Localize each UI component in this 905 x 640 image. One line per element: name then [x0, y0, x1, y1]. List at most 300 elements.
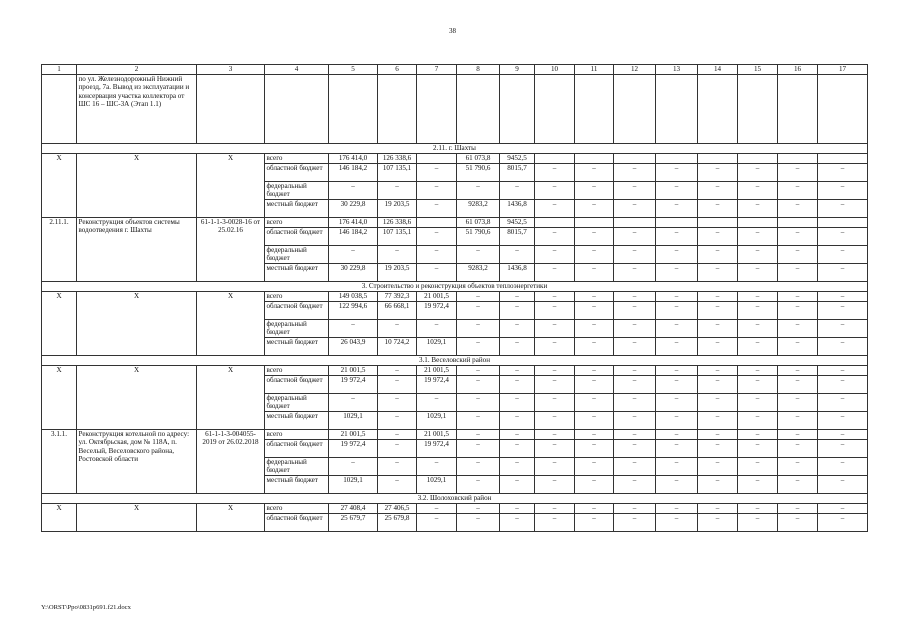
amount-cell: – [417, 264, 457, 282]
amount-cell: 30 229,8 [329, 264, 378, 282]
amount-cell: – [575, 394, 614, 412]
budget-label: областной бюджет [265, 440, 329, 458]
amount-cell: – [698, 514, 738, 532]
amount-cell: – [738, 476, 778, 494]
object-name: Х [77, 154, 197, 218]
budget-label: федеральный бюджет [265, 320, 329, 338]
amount-cell: – [778, 182, 818, 200]
amount-cell [698, 218, 738, 228]
amount-cell: 21 001,5 [417, 430, 457, 440]
column-number: 7 [417, 65, 457, 75]
amount-cell: – [778, 338, 818, 356]
amount-cell: 19 203,5 [378, 264, 417, 282]
amount-cell: 19 972,4 [417, 440, 457, 458]
amount-cell: – [738, 338, 778, 356]
section-title: 3.2. Шолоховский район [42, 494, 868, 504]
object-code: Х [197, 292, 265, 356]
amount-cell: – [698, 338, 738, 356]
object-name: Реконструкция котельной по адресу: ул. Октябрьская, дом № 118А, п. Веселый, Веселовского района, Ростовской области [77, 430, 197, 494]
amount-cell [778, 154, 818, 164]
amount-cell: – [457, 440, 500, 458]
column-number: 14 [698, 65, 738, 75]
amount-cell: – [575, 246, 614, 264]
amount-cell: – [614, 292, 656, 302]
section-row [42, 356, 868, 366]
amount-cell: – [575, 164, 614, 182]
column-number-row [42, 65, 868, 75]
amount-cell: – [535, 182, 575, 200]
amount-cell: – [698, 200, 738, 218]
amount-cell: – [818, 338, 868, 356]
amount-cell: – [457, 514, 500, 532]
object-name: Реконструкция объектов системы водоотведения г. Шахты [77, 218, 197, 282]
amount-cell: – [457, 366, 500, 376]
table-row [42, 75, 868, 144]
amount-cell: – [698, 430, 738, 440]
amount-cell: – [738, 264, 778, 282]
amount-cell [575, 154, 614, 164]
amount-cell: – [738, 504, 778, 514]
amount-cell: – [535, 514, 575, 532]
amount-cell: – [818, 228, 868, 246]
amount-cell: – [535, 320, 575, 338]
amount-cell: – [738, 182, 778, 200]
page-number: 38 [449, 27, 456, 35]
budget-label: всего [265, 504, 329, 514]
table-row [42, 430, 868, 440]
amount-cell: – [417, 246, 457, 264]
amount-cell: – [656, 394, 698, 412]
financing-table-wrapper [41, 64, 867, 532]
amount-cell: – [575, 200, 614, 218]
amount-cell: – [457, 320, 500, 338]
financing-table [41, 64, 868, 532]
amount-cell: 9283,2 [457, 264, 500, 282]
amount-cell: – [738, 228, 778, 246]
amount-cell: – [778, 366, 818, 376]
amount-cell: 61 073,8 [457, 218, 500, 228]
row-number: 2.11.1. [42, 218, 77, 282]
section-title: 2.11. г. Шахты [42, 144, 868, 154]
amount-cell: – [575, 228, 614, 246]
amount-cell: – [738, 200, 778, 218]
amount-cell: – [614, 440, 656, 458]
amount-cell: – [656, 476, 698, 494]
amount-cell: – [818, 182, 868, 200]
amount-cell: – [698, 440, 738, 458]
amount-cell [535, 154, 575, 164]
column-number: 13 [656, 65, 698, 75]
amount-cell: 25 679,8 [378, 514, 417, 532]
amount-cell: – [818, 430, 868, 440]
amount-cell: – [457, 476, 500, 494]
amount-cell: – [457, 458, 500, 476]
column-number: 4 [265, 65, 329, 75]
amount-cell: – [329, 320, 378, 338]
amount-cell: – [818, 366, 868, 376]
amount-cell: – [378, 476, 417, 494]
amount-cell: – [500, 430, 535, 440]
amount-cell: – [535, 366, 575, 376]
column-number: 1 [42, 65, 77, 75]
amount-cell [417, 154, 457, 164]
amount-cell: – [575, 302, 614, 320]
amount-cell: – [818, 504, 868, 514]
amount-cell: – [500, 440, 535, 458]
amount-cell: – [575, 292, 614, 302]
amount-cell: – [818, 320, 868, 338]
amount-cell: 19 972,4 [417, 376, 457, 394]
object-code: Х [197, 504, 265, 532]
budget-label: всего [265, 366, 329, 376]
amount-cell: – [614, 514, 656, 532]
amount-cell: – [738, 514, 778, 532]
amount-cell: – [778, 440, 818, 458]
amount-cell: 26 043,9 [329, 338, 378, 356]
amount-cell: – [457, 182, 500, 200]
table-row [42, 218, 868, 228]
amount-cell: – [614, 476, 656, 494]
row-number: Х [42, 154, 77, 218]
amount-cell: – [656, 320, 698, 338]
amount-cell: – [778, 504, 818, 514]
amount-cell: – [656, 458, 698, 476]
amount-cell [535, 218, 575, 228]
amount-cell: – [738, 458, 778, 476]
amount-cell: – [698, 376, 738, 394]
amount-cell: – [457, 412, 500, 430]
amount-cell: – [614, 394, 656, 412]
amount-cell: – [656, 412, 698, 430]
amount-cell: – [818, 164, 868, 182]
amount-cell: 19 972,4 [329, 376, 378, 394]
section-row [42, 282, 868, 292]
amount-cell: – [614, 264, 656, 282]
amount-cell: 8015,7 [500, 164, 535, 182]
amount-cell: – [535, 476, 575, 494]
amount-cell: – [656, 504, 698, 514]
column-number: 16 [778, 65, 818, 75]
amount-cell: – [738, 292, 778, 302]
amount-cell: – [378, 376, 417, 394]
amount-cell: – [535, 440, 575, 458]
amount-cell: – [656, 164, 698, 182]
amount-cell: – [778, 476, 818, 494]
amount-cell: 51 790,6 [457, 228, 500, 246]
amount-cell: 107 135,1 [378, 228, 417, 246]
column-number: 9 [500, 65, 535, 75]
amount-cell: 21 001,5 [417, 292, 457, 302]
amount-cell: – [818, 302, 868, 320]
amount-cell: – [329, 246, 378, 264]
table-row [42, 504, 868, 514]
amount-cell: – [698, 320, 738, 338]
amount-cell: – [500, 338, 535, 356]
amount-cell: – [457, 430, 500, 440]
amount-cell: 77 392,3 [378, 292, 417, 302]
amount-cell: – [738, 376, 778, 394]
object-name: Х [77, 504, 197, 532]
amount-cell: – [457, 394, 500, 412]
amount-cell: 122 994,6 [329, 302, 378, 320]
amount-cell: 9283,2 [457, 200, 500, 218]
amount-cell: 51 790,6 [457, 164, 500, 182]
amount-cell: – [698, 182, 738, 200]
budget-label: областной бюджет [265, 514, 329, 532]
amount-cell: – [656, 338, 698, 356]
section-row [42, 144, 868, 154]
budget-label: местный бюджет [265, 476, 329, 494]
row-number: Х [42, 504, 77, 532]
amount-cell: – [614, 200, 656, 218]
amount-cell: 1029,1 [417, 412, 457, 430]
column-number: 15 [738, 65, 778, 75]
amount-cell [738, 218, 778, 228]
amount-cell: – [535, 292, 575, 302]
amount-cell: – [738, 246, 778, 264]
amount-cell: 146 184,2 [329, 164, 378, 182]
amount-cell: – [778, 228, 818, 246]
amount-cell: – [738, 412, 778, 430]
amount-cell: – [417, 458, 457, 476]
amount-cell: – [778, 376, 818, 394]
amount-cell: 19 972,4 [329, 440, 378, 458]
column-number: 17 [818, 65, 868, 75]
budget-label: всего [265, 218, 329, 228]
amount-cell: – [778, 246, 818, 264]
amount-cell: 176 414,0 [329, 154, 378, 164]
amount-cell: – [738, 320, 778, 338]
amount-cell: – [778, 302, 818, 320]
amount-cell: – [417, 182, 457, 200]
amount-cell: – [378, 182, 417, 200]
amount-cell: – [329, 182, 378, 200]
amount-cell: – [535, 228, 575, 246]
amount-cell: – [614, 302, 656, 320]
amount-cell: – [535, 264, 575, 282]
amount-cell: – [500, 376, 535, 394]
amount-cell: – [818, 376, 868, 394]
amount-cell: – [738, 394, 778, 412]
amount-cell: 9452,5 [500, 218, 535, 228]
amount-cell: – [500, 412, 535, 430]
column-number: 12 [614, 65, 656, 75]
amount-cell: – [656, 292, 698, 302]
amount-cell: 10 724,2 [378, 338, 417, 356]
amount-cell: – [378, 440, 417, 458]
amount-cell: – [698, 504, 738, 514]
amount-cell: – [378, 394, 417, 412]
object-name: Х [77, 292, 197, 356]
amount-cell: – [500, 504, 535, 514]
amount-cell: – [457, 376, 500, 394]
amount-cell: – [656, 514, 698, 532]
column-number: 5 [329, 65, 378, 75]
column-number: 6 [378, 65, 417, 75]
amount-cell: 19 203,5 [378, 200, 417, 218]
amount-cell: – [500, 320, 535, 338]
amount-cell: – [818, 458, 868, 476]
amount-cell: – [575, 376, 614, 394]
amount-cell: – [656, 182, 698, 200]
amount-cell: – [417, 394, 457, 412]
amount-cell: – [378, 430, 417, 440]
amount-cell: – [656, 440, 698, 458]
amount-cell: – [575, 440, 614, 458]
amount-cell: – [500, 476, 535, 494]
row-number: 3.1.1. [42, 430, 77, 494]
amount-cell: – [656, 376, 698, 394]
amount-cell: 1436,8 [500, 264, 535, 282]
amount-cell: – [656, 228, 698, 246]
amount-cell: – [417, 514, 457, 532]
column-number: 10 [535, 65, 575, 75]
amount-cell: – [535, 376, 575, 394]
budget-label: местный бюджет [265, 264, 329, 282]
amount-cell: 8015,7 [500, 228, 535, 246]
budget-label: областной бюджет [265, 164, 329, 182]
amount-cell: 66 668,1 [378, 302, 417, 320]
amount-cell: – [778, 200, 818, 218]
amount-cell: – [457, 504, 500, 514]
amount-cell: – [575, 458, 614, 476]
section-title: 3. Строительство и реконструкция объектов теплоэнергетики [42, 282, 868, 292]
amount-cell: – [778, 394, 818, 412]
amount-cell: – [417, 320, 457, 338]
amount-cell: – [575, 264, 614, 282]
budget-label: местный бюджет [265, 412, 329, 430]
amount-cell: – [778, 264, 818, 282]
amount-cell: – [614, 228, 656, 246]
amount-cell: – [500, 246, 535, 264]
amount-cell [818, 218, 868, 228]
object-name: по ул. Железнодорожный Нижний проезд, 7а. Вывод из эксплуатации и консервация участка коллектора от ШС 16 – ШС-3А (Этап 1.1) [77, 75, 197, 144]
column-number: 11 [575, 65, 614, 75]
amount-cell: – [614, 320, 656, 338]
amount-cell: – [575, 504, 614, 514]
amount-cell: – [698, 302, 738, 320]
amount-cell: – [417, 164, 457, 182]
amount-cell: 25 679,7 [329, 514, 378, 532]
amount-cell: – [535, 246, 575, 264]
amount-cell [575, 218, 614, 228]
amount-cell: – [457, 302, 500, 320]
budget-label: областной бюджет [265, 228, 329, 246]
amount-cell: – [500, 182, 535, 200]
amount-cell: – [535, 504, 575, 514]
amount-cell: – [575, 476, 614, 494]
amount-cell: – [698, 412, 738, 430]
section-row [42, 494, 868, 504]
table-row [42, 292, 868, 302]
amount-cell: – [378, 246, 417, 264]
amount-cell: – [778, 412, 818, 430]
amount-cell: – [656, 200, 698, 218]
row-number: Х [42, 366, 77, 430]
amount-cell: – [575, 366, 614, 376]
amount-cell: 1436,8 [500, 200, 535, 218]
amount-cell: – [818, 394, 868, 412]
amount-cell: 126 338,6 [378, 218, 417, 228]
amount-cell: – [417, 200, 457, 218]
amount-cell: – [535, 164, 575, 182]
amount-cell: 21 001,5 [329, 366, 378, 376]
amount-cell: – [614, 430, 656, 440]
amount-cell: – [778, 164, 818, 182]
amount-cell: 146 184,2 [329, 228, 378, 246]
amount-cell [738, 154, 778, 164]
amount-cell: – [500, 302, 535, 320]
amount-cell: – [738, 430, 778, 440]
object-code: 61-1-1-3-004055-2019 от 26.02.2018 [197, 430, 265, 494]
budget-label: всего [265, 154, 329, 164]
amount-cell: 1029,1 [329, 412, 378, 430]
column-number: 8 [457, 65, 500, 75]
budget-label: федеральный бюджет [265, 182, 329, 200]
amount-cell: – [818, 292, 868, 302]
amount-cell: – [698, 458, 738, 476]
amount-cell: – [656, 264, 698, 282]
amount-cell: – [656, 246, 698, 264]
amount-cell: – [818, 476, 868, 494]
amount-cell: – [575, 320, 614, 338]
amount-cell: 21 001,5 [329, 430, 378, 440]
amount-cell [614, 218, 656, 228]
budget-label: федеральный бюджет [265, 246, 329, 264]
amount-cell: – [329, 458, 378, 476]
amount-cell: – [818, 264, 868, 282]
amount-cell: – [614, 366, 656, 376]
amount-cell [698, 154, 738, 164]
amount-cell: 21 001,5 [417, 366, 457, 376]
amount-cell: – [378, 320, 417, 338]
amount-cell: – [778, 430, 818, 440]
amount-cell: – [614, 458, 656, 476]
amount-cell: – [535, 338, 575, 356]
amount-cell: – [500, 292, 535, 302]
amount-cell: – [818, 246, 868, 264]
budget-label: всего [265, 292, 329, 302]
amount-cell: – [378, 412, 417, 430]
amount-cell: – [575, 182, 614, 200]
amount-cell: – [417, 228, 457, 246]
amount-cell: – [500, 394, 535, 412]
amount-cell: – [500, 514, 535, 532]
amount-cell: 27 408,4 [329, 504, 378, 514]
budget-label: местный бюджет [265, 200, 329, 218]
amount-cell: – [575, 514, 614, 532]
amount-cell: – [656, 366, 698, 376]
table-row [42, 154, 868, 164]
amount-cell: – [535, 430, 575, 440]
amount-cell: – [656, 302, 698, 320]
amount-cell: – [575, 338, 614, 356]
amount-cell: – [656, 430, 698, 440]
budget-label: федеральный бюджет [265, 394, 329, 412]
budget-label: областной бюджет [265, 376, 329, 394]
amount-cell: – [614, 164, 656, 182]
budget-label: всего [265, 430, 329, 440]
amount-cell: – [535, 394, 575, 412]
budget-label: местный бюджет [265, 338, 329, 356]
amount-cell: – [614, 182, 656, 200]
amount-cell: – [818, 412, 868, 430]
amount-cell [818, 154, 868, 164]
amount-cell: – [575, 412, 614, 430]
amount-cell: – [778, 514, 818, 532]
amount-cell: 9452,5 [500, 154, 535, 164]
amount-cell: – [614, 246, 656, 264]
